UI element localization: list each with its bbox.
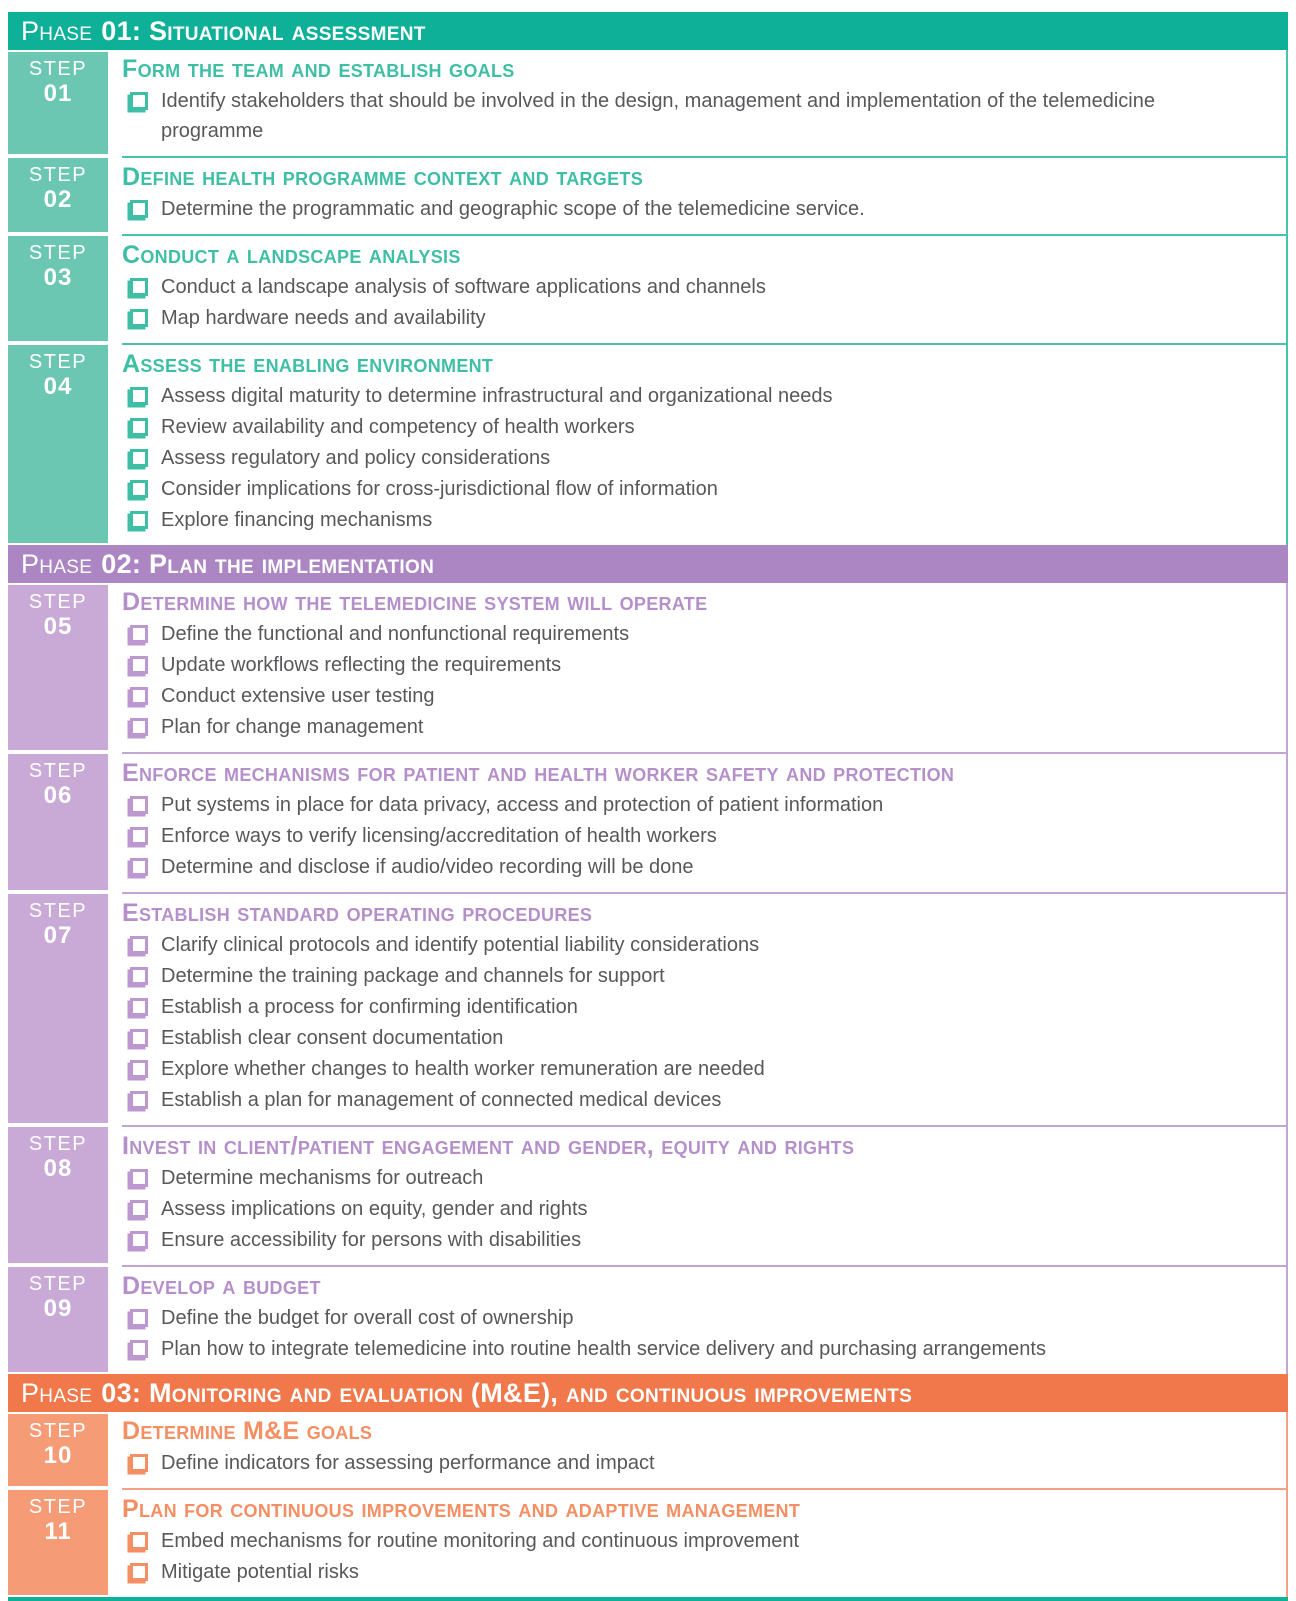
checkbox-icon [130, 656, 148, 674]
phase-section [8, 1374, 1288, 1597]
item-text: Establish clear consent documentation [161, 1027, 504, 1049]
step-row [8, 1125, 1288, 1265]
item-text: Embed mechanisms for routine monitoring and continuous improvement [161, 1530, 800, 1552]
step-content [122, 1412, 1286, 1488]
checklist-item [122, 194, 1286, 224]
checkbox-icon [130, 278, 148, 296]
step-sidebar [8, 158, 108, 232]
checkbox-icon [130, 309, 148, 327]
checkbox-icon [130, 418, 148, 436]
item-text: Assess implications on equity, gender and rights [161, 1198, 588, 1220]
item-text: Clarify clinical protocols and identify potential liability considerations [161, 934, 760, 956]
step-title: Establish standard operating procedures [122, 899, 593, 927]
checkbox-icon [130, 1231, 148, 1249]
checkbox-icon [130, 1091, 148, 1109]
step-row [8, 234, 1288, 343]
item-text: Plan how to integrate telemedicine into routine health service delivery and purchasing arrangements [161, 1338, 1046, 1360]
step-content [122, 583, 1286, 752]
step-label: STEP [28, 900, 88, 922]
checkbox-icon [130, 1200, 148, 1218]
step-items [122, 1448, 1286, 1478]
step-items [122, 930, 1286, 1115]
checkbox-icon [130, 200, 148, 218]
item-text: Establish a process for confirming identification [161, 996, 578, 1018]
item-text: Update workflows reflecting the requirements [161, 654, 562, 676]
checkbox-icon [130, 625, 148, 643]
item-text: Define the budget for overall cost of ownership [161, 1307, 574, 1329]
step-sidebar [8, 1267, 108, 1372]
step-title: Determine how the telemedicine system will operate [122, 588, 708, 616]
item-text: Explore financing mechanisms [161, 509, 433, 531]
checklist-item [122, 619, 1286, 649]
item-text: Determine mechanisms for outreach [161, 1167, 484, 1189]
item-text: Determine the programmatic and geographic scope of the telemedicine service. [161, 198, 865, 220]
item-text: Assess regulatory and policy considerations [161, 447, 551, 469]
step-content [122, 892, 1286, 1125]
step-number: 05 [43, 613, 73, 640]
checklist-item [122, 1225, 1286, 1255]
step-number: 09 [43, 1295, 73, 1322]
checklist-item [122, 1526, 1286, 1556]
checkbox-icon [130, 1563, 148, 1581]
step-content [122, 1265, 1286, 1374]
phase-heading: 02: Plan the implementation [101, 548, 435, 579]
item-text: Mitigate potential risks [161, 1561, 359, 1583]
step-sidebar [8, 236, 108, 341]
item-text: Identify stakeholders that should be involved in the design, management and implementation of the telemedicine programme [161, 90, 1155, 142]
checklist-item [122, 681, 1286, 711]
checkbox-icon [130, 1454, 148, 1472]
item-text: Ensure accessibility for persons with disabilities [161, 1229, 582, 1251]
checkbox-icon [130, 858, 148, 876]
step-sidebar [8, 52, 108, 154]
step-title: Conduct a landscape analysis [122, 241, 461, 269]
checklist-item [122, 821, 1286, 851]
step-title: Determine M&E goals [122, 1417, 373, 1445]
item-text: Establish a plan for management of connected medical devices [161, 1089, 722, 1111]
phase-steps [8, 50, 1288, 545]
phase-section [8, 545, 1288, 1374]
step-number: 07 [43, 922, 73, 949]
step-sidebar [8, 345, 108, 543]
checkbox-icon [130, 92, 148, 110]
step-sidebar [8, 1127, 108, 1263]
checklist-document [8, 12, 1288, 1601]
step-label: STEP [28, 1420, 88, 1442]
item-text: Review availability and competency of health workers [161, 416, 635, 438]
phase-heading: 03: Monitoring and evaluation (M&E), and continuous improvements [101, 1377, 913, 1408]
phase-prefix: Phase [21, 548, 93, 579]
step-content [122, 343, 1286, 545]
step-label: STEP [28, 1496, 88, 1518]
checklist-item [122, 474, 1286, 504]
step-number: 10 [43, 1442, 73, 1469]
item-text: Define indicators for assessing performance and impact [161, 1452, 655, 1474]
item-text: Map hardware needs and availability [161, 307, 486, 329]
step-items [122, 1163, 1286, 1255]
step-items [122, 790, 1286, 882]
checkbox-icon [130, 1340, 148, 1358]
table-bottom-border [8, 1597, 1288, 1601]
checklist-item [122, 930, 1286, 960]
step-row [8, 1265, 1288, 1374]
item-text: Consider implications for cross-jurisdictional flow of information [161, 478, 718, 500]
checklist-item [122, 272, 1286, 302]
step-title: Define health programme context and targets [122, 163, 644, 191]
phase-section [8, 12, 1288, 545]
checklist-item [122, 1054, 1286, 1084]
step-number: 11 [44, 1518, 72, 1545]
step-label: STEP [28, 1273, 88, 1295]
checkbox-icon [130, 998, 148, 1016]
item-text: Put systems in place for data privacy, access and protection of patient information [161, 794, 884, 816]
checklist-item [122, 1023, 1286, 1053]
checklist-item [122, 992, 1286, 1022]
step-number: 01 [43, 80, 73, 107]
phase-header [8, 1374, 1288, 1412]
checkbox-icon [130, 687, 148, 705]
step-sidebar [8, 585, 108, 750]
phase-heading: 01: Situational assessment [101, 15, 426, 46]
step-number: 06 [43, 782, 73, 809]
step-items [122, 1526, 1286, 1587]
step-title: Assess the enabling environment [122, 350, 494, 378]
checkbox-icon [130, 936, 148, 954]
item-text: Define the functional and nonfunctional requirements [161, 623, 630, 645]
checklist-item [122, 412, 1286, 442]
item-text: Plan for change management [161, 716, 424, 738]
step-content [122, 234, 1286, 343]
item-text: Determine the training package and channels for support [161, 965, 665, 987]
checklist-item [122, 790, 1286, 820]
checkbox-icon [130, 480, 148, 498]
step-sidebar [8, 1414, 108, 1486]
step-label: STEP [28, 164, 88, 186]
step-number: 04 [43, 373, 73, 400]
step-items [122, 619, 1286, 742]
checklist-item [122, 712, 1286, 742]
item-text: Conduct extensive user testing [161, 685, 435, 707]
step-row [8, 50, 1288, 156]
checklist-item [122, 1163, 1286, 1193]
phase-header [8, 545, 1288, 583]
step-content [122, 156, 1286, 234]
step-title: Plan for continuous improvements and adaptive management [122, 1495, 801, 1523]
step-number: 02 [43, 186, 73, 213]
checkbox-icon [130, 1309, 148, 1327]
checkbox-icon [130, 511, 148, 529]
step-label: STEP [28, 760, 88, 782]
step-label: STEP [28, 58, 88, 80]
checklist-item [122, 1448, 1286, 1478]
checklist-item [122, 505, 1286, 535]
checklist-item [122, 86, 1286, 146]
step-row [8, 892, 1288, 1125]
checklist-item [122, 1557, 1286, 1587]
item-text: Explore whether changes to health worker remuneration are needed [161, 1058, 765, 1080]
checkbox-icon [130, 1060, 148, 1078]
checklist-item [122, 1085, 1286, 1115]
phase-steps [8, 583, 1288, 1374]
step-row [8, 583, 1288, 752]
step-row [8, 343, 1288, 545]
phase-steps [8, 1412, 1288, 1597]
checklist-item [122, 1303, 1286, 1333]
step-sidebar [8, 894, 108, 1123]
step-items [122, 272, 1286, 333]
item-text: Enforce ways to verify licensing/accreditation of health workers [161, 825, 717, 847]
step-number: 03 [43, 264, 73, 291]
checkbox-icon [130, 1532, 148, 1550]
step-items [122, 381, 1286, 535]
step-label: STEP [28, 1133, 88, 1155]
checklist-item [122, 852, 1286, 882]
step-row [8, 1412, 1288, 1488]
item-text: Assess digital maturity to determine infrastructural and organizational needs [161, 385, 833, 407]
step-content [122, 1125, 1286, 1265]
checkbox-icon [130, 449, 148, 467]
phase-header [8, 12, 1288, 50]
checklist-item [122, 443, 1286, 473]
checkbox-icon [130, 387, 148, 405]
step-content [122, 752, 1286, 892]
step-label: STEP [28, 351, 88, 373]
checkbox-icon [130, 967, 148, 985]
step-title: Develop a budget [122, 1272, 321, 1300]
step-items [122, 86, 1286, 146]
checkbox-icon [130, 1029, 148, 1047]
step-number: 08 [43, 1155, 73, 1182]
checklist-item [122, 1194, 1286, 1224]
step-items [122, 194, 1286, 224]
phases-container [8, 12, 1288, 1597]
checkbox-icon [130, 718, 148, 736]
item-text: Determine and disclose if audio/video recording will be done [161, 856, 694, 878]
checkbox-icon [130, 796, 148, 814]
step-row [8, 752, 1288, 892]
phase-prefix: Phase [21, 1377, 93, 1408]
step-sidebar [8, 754, 108, 890]
checkbox-icon [130, 827, 148, 845]
step-title: Invest in client/patient engagement and gender, equity and rights [122, 1132, 855, 1160]
checklist-item [122, 961, 1286, 991]
step-title: Enforce mechanisms for patient and health worker safety and protection [122, 759, 955, 787]
checklist-item [122, 303, 1286, 333]
checkbox-icon [130, 1169, 148, 1187]
phase-prefix: Phase [21, 15, 93, 46]
step-row [8, 156, 1288, 234]
step-label: STEP [28, 591, 88, 613]
item-text: Conduct a landscape analysis of software applications and channels [161, 276, 766, 298]
checklist-item [122, 381, 1286, 411]
checklist-item [122, 650, 1286, 680]
step-title: Form the team and establish goals [122, 55, 515, 83]
step-content [122, 50, 1286, 156]
step-items [122, 1303, 1286, 1364]
checklist-item [122, 1334, 1286, 1364]
step-label: STEP [28, 242, 88, 264]
